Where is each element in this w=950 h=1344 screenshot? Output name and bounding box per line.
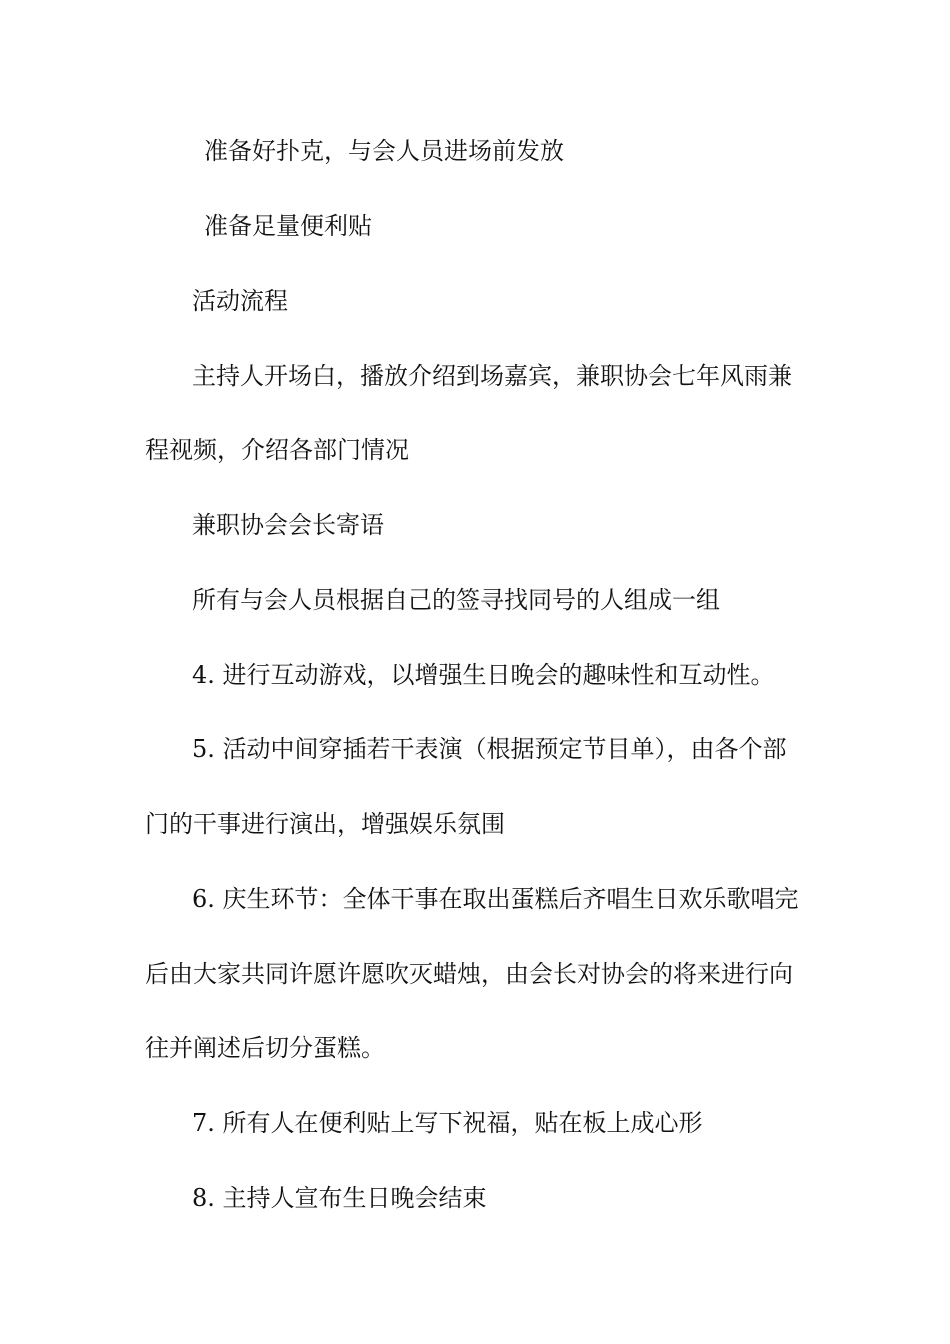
step-group-forming: 所有与会人员根据自己的签寻找同号的人组成一组 (192, 586, 720, 614)
step-host-opening-continued: 程视频，介绍各部门情况 (145, 436, 409, 464)
step-8-closing: 8. 主持人宣布生日晚会结束 (192, 1184, 487, 1212)
step-6-birthday-celebration-continued-2: 往并阐述后切分蛋糕。 (145, 1034, 385, 1062)
step-president-message: 兼职协会会长寄语 (192, 511, 384, 539)
step-host-opening-line: 主持人开场白，播放介绍到场嘉宾，兼职协会七年风雨兼 (192, 362, 792, 390)
step-5-performances-continued: 门的干事进行演出，增强娱乐氛围 (145, 810, 505, 838)
step-7-wishes-sticky-notes: 7. 所有人在便利贴上写下祝福，贴在板上成心形 (192, 1109, 703, 1137)
prep-sticky-notes-line: 准备足量便利贴 (204, 212, 372, 240)
step-6-birthday-celebration-continued-1: 后由大家共同许愿许愿吹灭蜡烛，由会长对协会的将来进行向 (145, 960, 793, 988)
step-5-performances: 5. 活动中间穿插若干表演（根据预定节目单），由各个部 (192, 735, 787, 763)
prep-poker-line: 准备好扑克，与会人员进场前发放 (204, 137, 564, 165)
step-6-birthday-celebration: 6. 庆生环节：全体干事在取出蛋糕后齐唱生日欢乐歌唱完 (192, 885, 799, 913)
step-4-interactive-game: 4. 进行互动游戏，以增强生日晚会的趣味性和互动性。 (192, 661, 775, 689)
section-heading-activity-flow: 活动流程 (192, 287, 288, 315)
